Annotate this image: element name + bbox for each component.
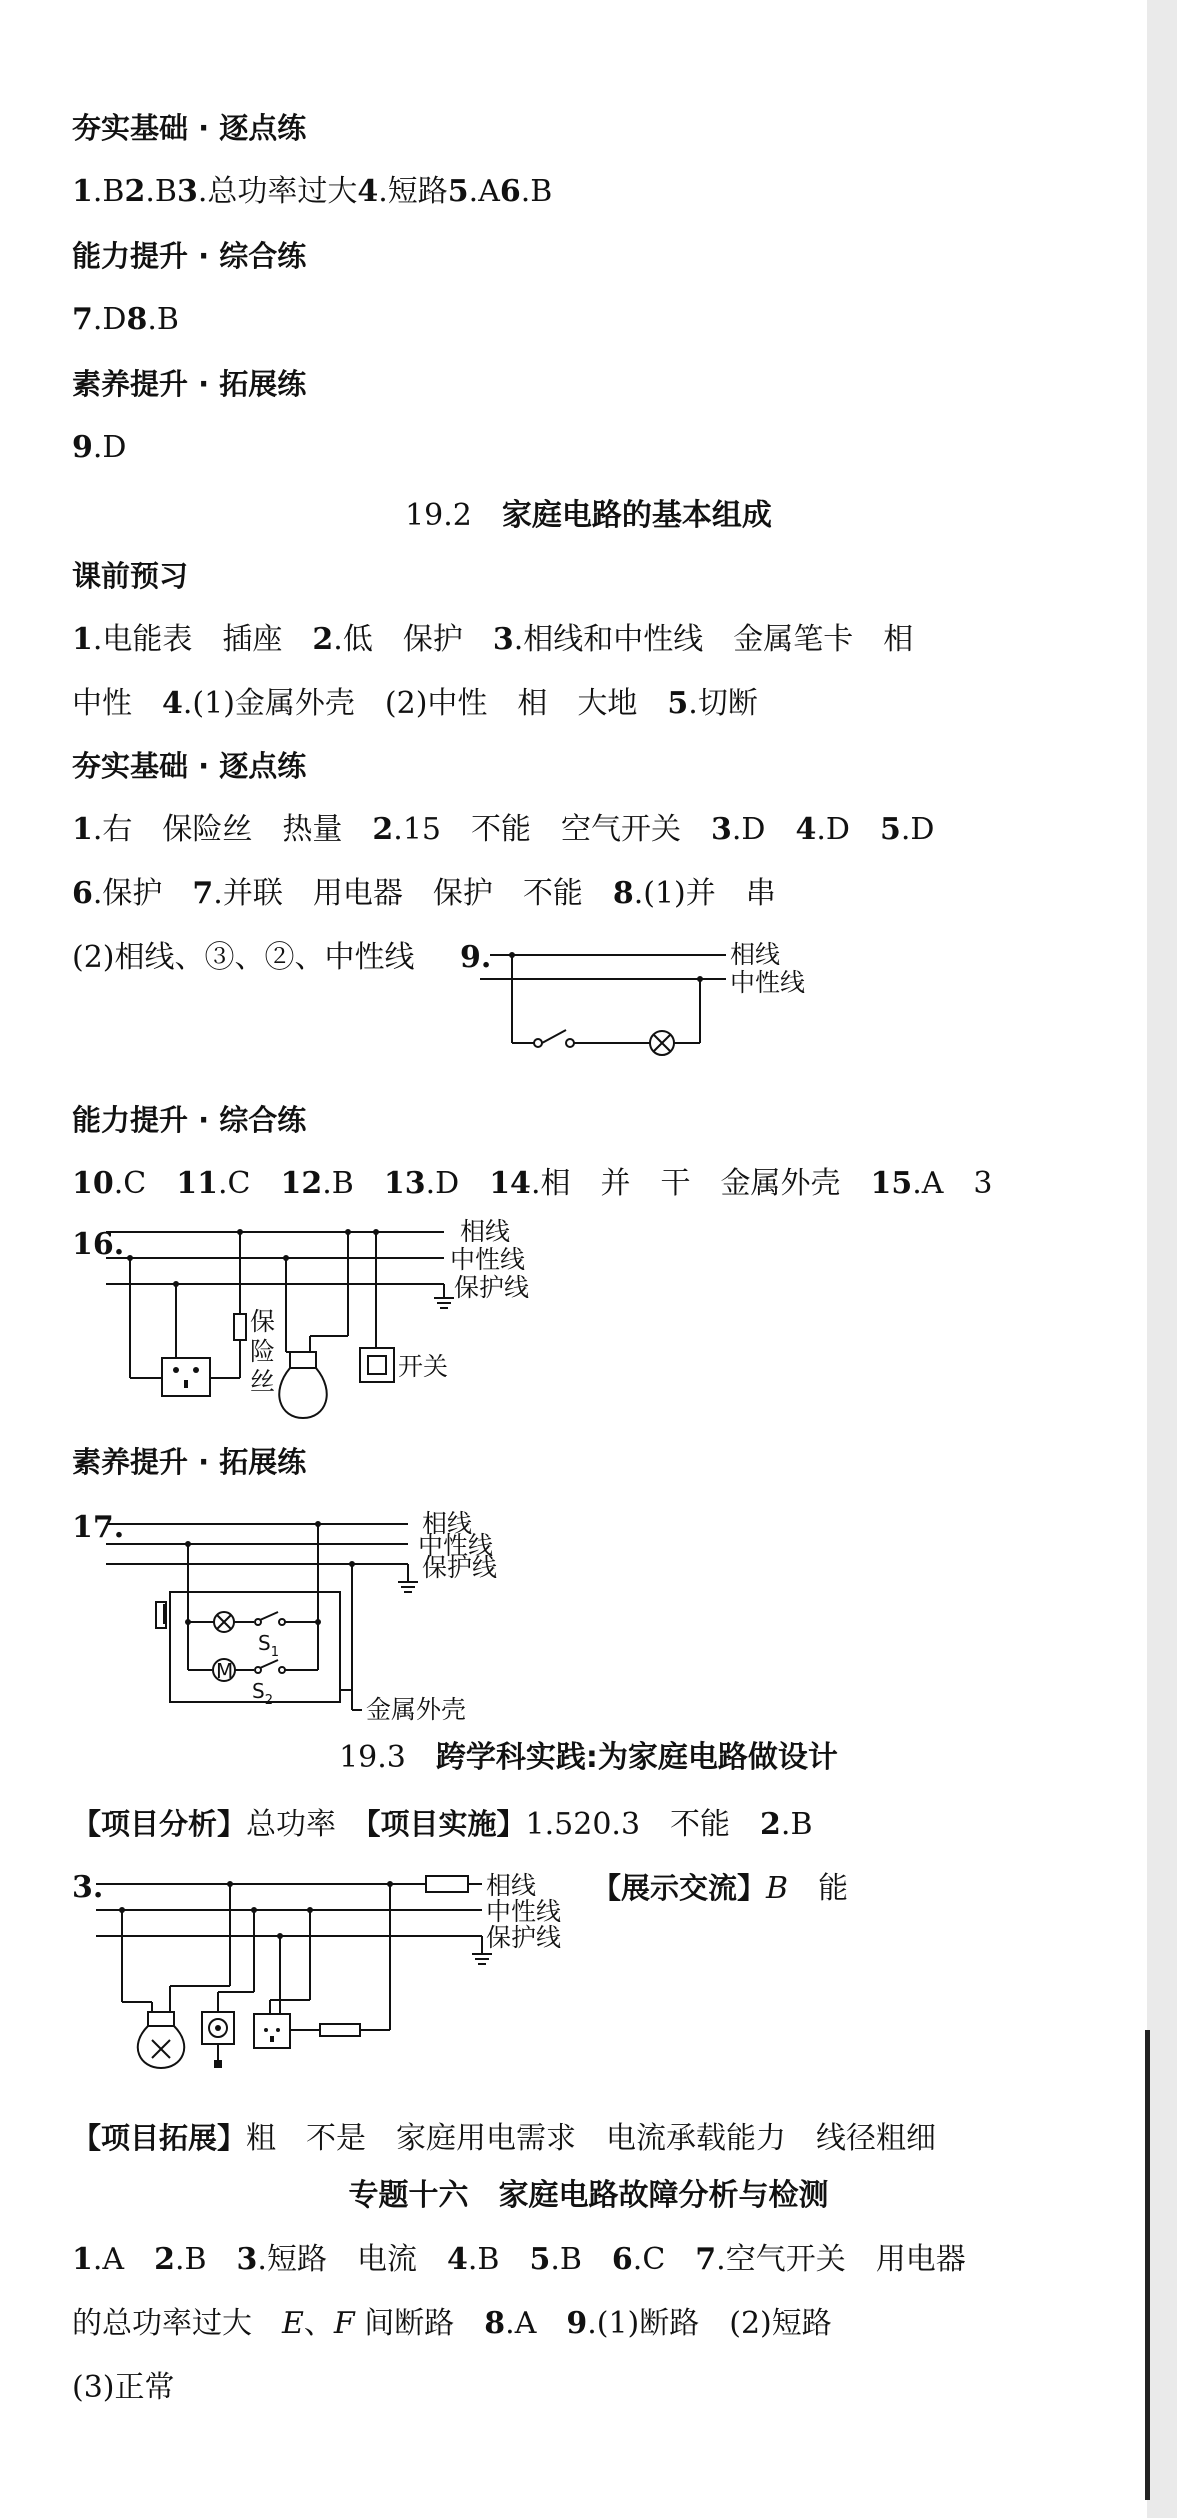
answer-number: 2 [760,1807,781,1842]
answer-line [72,810,934,850]
answer-number: 8 [612,876,634,911]
answer-number: 2 [372,812,394,847]
answer-line [72,2240,966,2280]
q16-number: 16 [72,1227,114,1262]
answer-line [72,2304,832,2344]
q17-s1-label: $S_1$ [258,1631,279,1660]
answer-number: 14 [489,1166,531,1201]
q17-live-label: 相线 [422,1509,473,1538]
answer-text: .(1)断路 (2)短路 [587,2306,832,2341]
answer-number: 9 [566,2306,588,2341]
answer-number: 1 [72,812,93,847]
answer-text: .B [550,2242,612,2277]
answer-text: .15 不能 空气开关 [393,812,712,847]
q9-live-label: 相线 [730,940,781,969]
answer-text: .A [468,174,500,209]
answer-text: 粗 不是 家庭用电需求 电流承载能力 线径粗细 [246,2121,937,2156]
literacy-heading: 素养提升 · 拓展练 [72,1445,307,1479]
answer-text: .B [322,1166,384,1201]
answer-number: 8 [126,302,148,337]
answer-number: 1 [72,2242,93,2277]
answer-text: 中性 [72,686,162,721]
q17-circuit-diagram [100,1500,520,1730]
answer-number: 3 [236,2242,258,2277]
answer-text: .D [731,812,796,847]
exchange-line [592,1868,848,1909]
q3-live-label: 相线 [486,1871,537,1900]
question-number: 17. [72,1510,125,1545]
q16-live-label: 相线 [460,1217,511,1246]
answer-text: (3)正常 [72,2370,175,2405]
answer-text: .并联 用电器 保护 不能 [213,876,613,911]
ability-heading: 能力提升 · 综合练 [72,1103,307,1137]
answer-line [72,172,552,212]
answer-text: .A 3 [912,1166,993,1201]
answer-number: 7 [695,2242,717,2277]
preview-heading: 课前预习 [72,559,189,593]
answer-text: .总功率过大 [197,174,358,209]
answer-number: 11 [176,1166,218,1201]
answer-text: .B [147,302,179,337]
answer-items [484,2306,831,2341]
answer-text: 的总功率过大 [72,2306,282,2341]
answer-text: .A [505,2306,567,2341]
q17-shell-label: 金属外壳 [366,1695,467,1724]
q16-switch-label: 开关 [398,1352,449,1381]
answer-text: .D [816,812,880,847]
answer-text: .B [92,174,125,209]
answer-number: 3 [711,812,732,847]
section-title: 跨学科实践:为家庭电路做设计 [435,1740,838,1775]
answer-b: B [766,1871,789,1906]
answer-text: .B [780,1807,813,1842]
answer-number: 5 [879,812,901,847]
answer-text: .C [632,2242,696,2277]
q9-circuit-diagram [480,935,840,1065]
section-heading-literacy: 素养提升 · 拓展练 [72,367,307,401]
q16-fuse-label-2: 险 [250,1337,276,1366]
label-analysis: 【项目分析】 [72,1807,247,1841]
q3-ground-label: 保护线 [486,1923,562,1952]
topic-16-title: 专题十六 家庭电路故障分析与检测 [348,2178,829,2213]
section-heading-ability: 能力提升 · 综合练 [72,239,307,273]
answer-number: 3 [176,174,198,209]
answer-text: .保护 [92,876,193,911]
answer-text: .A [92,2242,155,2277]
answer-number: 6 [499,174,521,209]
basic-heading: 夯实基础 · 逐点练 [72,749,307,783]
q16-fuse-label-1: 保 [250,1307,276,1336]
answer-number: 1 [72,174,93,209]
answer-line [72,428,126,468]
q3-circuit-diagram [90,1862,562,2072]
answer-text: .切断 [688,686,758,721]
q16-fuse-label-3: 丝 [250,1367,276,1396]
section-title-19-3 [0,1738,1177,1778]
answer-number: 6 [72,876,93,911]
answer-number: 13 [383,1166,426,1201]
answer-text: .B [145,174,177,209]
answer-text: .空气开关 用电器 [716,2242,966,2277]
answer-text: .(1)并 串 [633,876,776,911]
section-title: 家庭电路的基本组成 [501,498,772,533]
answer-line [72,874,776,914]
answer-text: .右 保险丝 热量 [92,812,373,847]
answer-line [72,684,758,724]
answer-number: 5 [667,686,689,721]
answer-number: 15 [870,1166,913,1201]
q9-neutral-label: 中性线 [730,968,806,997]
answer-line [72,1164,993,1204]
point-e: E [282,2306,304,2341]
answer-number: 4 [795,812,817,847]
q17-number: 17 [72,1510,114,1545]
answer-number: 12 [280,1166,323,1201]
q17-s2-label: $S_2$ [252,1679,273,1708]
q16-circuit-diagram [100,1212,530,1422]
answer-number: 2 [154,2242,175,2277]
answer-text: .B [520,174,553,209]
answer-number: 4 [446,2242,468,2277]
point-f: F [333,2306,355,2341]
topic-title [0,2176,1177,2216]
answer-number: 5 [447,174,469,209]
answer-number: 9 [72,430,93,465]
q9-number: 9 [460,940,481,975]
label-expand: 【项目拓展】 [72,2121,247,2155]
answer-line [72,300,179,340]
answer-text: .短路 [378,174,448,209]
label-implementation: 【项目实施】 [366,1807,526,1841]
answer-number: 6 [611,2242,633,2277]
page-edge-line [1145,2030,1150,2500]
answer-number: 4 [357,174,379,209]
answer-text: 间断路 [354,2306,485,2341]
q3-neutral-label: 中性线 [486,1897,562,1926]
answer-text: .D [92,430,127,465]
answer-text: .短路 电流 [257,2242,447,2277]
separator: 、 [303,2306,334,2341]
answer-text: .D [92,302,127,337]
label-exchange: 【展示交流】 [592,1871,767,1905]
answer-line [72,938,415,978]
q17-neutral-label: 中性线 [418,1531,494,1560]
answer-text: 能 [818,1871,849,1906]
q17-ground-label: 保护线 [422,1553,498,1582]
section-title-19-2 [0,496,1177,536]
answer-text: .电能表 插座 [92,622,313,657]
question-number: 16. [72,1227,125,1262]
answer-line [72,1804,813,1845]
section-heading-basic: 夯实基础 · 逐点练 [72,111,307,145]
answer-line [72,2368,175,2408]
answer-number: 7 [192,876,214,911]
answer-text: .C [113,1166,177,1201]
answer-number: 3 [492,622,514,657]
answer-text: .C [218,1166,281,1201]
q17-motor-label: M [216,1659,234,1683]
section-number: 19.2 [405,498,472,533]
answer-text: 1.520.3 不能 [525,1807,761,1842]
answer-number: 2 [312,622,334,657]
answer-number: 1 [72,622,93,657]
answer-text: 总功率 [246,1807,367,1842]
page-edge-shadow [1147,0,1177,2518]
answer-number: 8 [484,2306,506,2341]
answer-number: 5 [529,2242,551,2277]
section-number: 19.3 [339,1740,406,1775]
answer-text: .D [900,812,935,847]
answer-text: .(1)金属外壳 (2)中性 相 大地 [182,686,668,721]
answer-number: 4 [162,686,183,721]
q16-neutral-label: 中性线 [450,1245,526,1274]
question-number: 9. [460,940,492,975]
answer-text: .相 并 干 金属外壳 [530,1166,871,1201]
answer-text: .D [425,1166,490,1201]
answer-text: (2)相线、③、②、中性线 [72,940,415,975]
answer-number: 10 [72,1166,114,1201]
expand-line [72,2118,936,2159]
q16-ground-label: 保护线 [454,1273,530,1302]
answer-text: .B [174,2242,237,2277]
question-number: 3. [72,1870,104,1905]
answer-text: .低 保护 [333,622,493,657]
answer-text: .B [467,2242,530,2277]
answer-line [72,620,913,660]
answer-number: 7 [72,302,93,337]
q3-number: 3 [72,1870,93,1905]
answer-number: 2 [124,174,146,209]
answer-text: .相线和中性线 金属笔卡 相 [513,622,914,657]
